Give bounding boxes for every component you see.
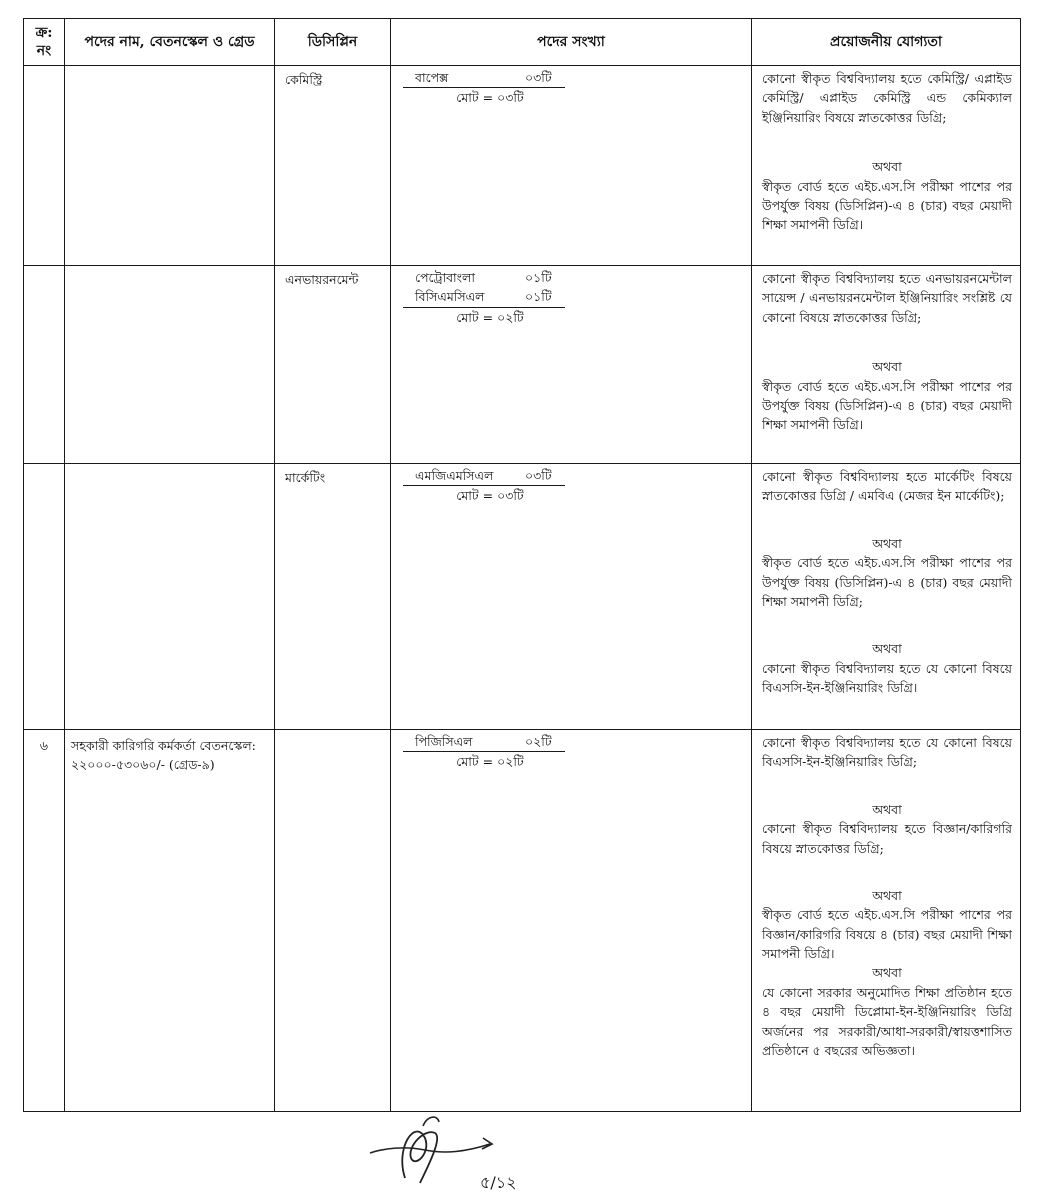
- count-line: [403, 466, 565, 485]
- or-label: অথবা: [872, 359, 902, 375]
- qualification-text: স্বীকৃত বোর্ড হতে এইচ.এস.সি পরীক্ষা পাশের পর উপর্যুক্ত বিষয় (ডিসিপ্লিন)-এ ৪ (চার) বছর মেয়াদী শিক্ষা সমাপনী ডিগ্রি।: [762, 178, 1012, 233]
- org-name: এমজিএমসিএল: [415, 468, 494, 483]
- page-number: ৫/১২: [480, 1173, 517, 1192]
- count-cell: [391, 66, 752, 266]
- header-post: পদের নাম, বেতনস্কেল ও গ্রেড: [65, 19, 275, 66]
- or-label: অথবা: [872, 965, 902, 981]
- org-name: বাপেক্স: [415, 70, 449, 85]
- count-cell: [391, 730, 752, 1112]
- qualification-cell: [752, 66, 1021, 266]
- post-cell: [65, 66, 275, 266]
- org-name: পেট্রোবাংলা: [415, 270, 475, 285]
- post-cell: সহকারী কারিগরি কর্মকর্তা বেতনস্কেল: ২২০০০-৫৩০৬০/- (গ্রেড-৯): [65, 730, 275, 1112]
- qualification-text: যে কোনো সরকার অনুমোদিত শিক্ষা প্রতিষ্ঠান হতে ৪ বছর মেয়াদী ডিপ্লোমা-ইন-ইঞ্জিনিয়ারিং ডিগ্রি অর্জনের পর সরকারী/আধা-সরকারী/স্বায়ত্তশাসিত প্রতিষ্ঠানে ৫ বছরের অভিজ্ঞতা।: [762, 984, 1012, 1058]
- count-line: [403, 287, 565, 306]
- org-count: ০২টি: [525, 734, 552, 749]
- org-count: ০১টি: [525, 289, 552, 305]
- header-serial: ক্র: নং: [24, 19, 65, 66]
- count-total: মোট = ০৩টি: [403, 87, 565, 107]
- header-qualification: প্রয়োজনীয় যোগ্যতা: [752, 19, 1021, 66]
- serial-cell: [24, 66, 65, 266]
- count-line: [403, 268, 565, 287]
- qualification-text: কোনো স্বীকৃত বিশ্ববিদ্যালয় হতে এনভায়রনমেন্টাল সায়েন্স / এনভায়রনমেন্টাল ইঞ্জিনিয়ারিং সংশ্লিষ্ট যে কোনো বিষয়ে স্নাতকোত্তর ডিগ্রি;: [762, 271, 1012, 325]
- count-total: মোট = ০২টি: [403, 307, 565, 327]
- qualification-cell: [752, 730, 1021, 1112]
- org-name: পিজিসিএল: [415, 734, 473, 749]
- or-label: অথবা: [872, 801, 902, 817]
- discipline-cell: [275, 730, 391, 1112]
- header-discipline: ডিসিপ্লিন: [275, 19, 391, 66]
- count-cell: [391, 266, 752, 464]
- org-name: বিসিএমসিএল: [415, 289, 485, 305]
- post-cell: [65, 266, 275, 464]
- count-line: [403, 732, 565, 751]
- or-label: অথবা: [872, 159, 902, 175]
- qualification-text: কোনো স্বীকৃত বিশ্ববিদ্যালয় হতে যে কোনো বিষয়ে বিএসসি-ইন-ইঞ্জিনিয়ারিং ডিগ্রি;: [762, 735, 1012, 770]
- serial-cell: [24, 464, 65, 730]
- serial-cell: ৬: [24, 730, 65, 1112]
- table-row: [24, 464, 1021, 730]
- post-cell: [65, 464, 275, 730]
- qualification-text: কোনো স্বীকৃত বিশ্ববিদ্যালয় হতে কেমিস্ট্রি/ এপ্লাইড কেমিস্ট্রি/ এপ্লাইড কেমিস্ট্রি এন্ড কেমিক্যাল ইঞ্জিনিয়ারিং বিষয়ে স্নাতকোত্তর ডিগ্রি;: [762, 71, 1012, 125]
- qualification-text: স্বীকৃত বোর্ড হতে এইচ.এস.সি পরীক্ষা পাশের পর উপর্যুক্ত বিষয় (ডিসিপ্লিন)-এ ৪ (চার) বছর মেয়াদী শিক্ষা সমাপনী ডিগ্রি।: [762, 378, 1012, 433]
- table-row: [24, 66, 1021, 266]
- serial-cell: [24, 266, 65, 464]
- qualification-cell: [752, 464, 1021, 730]
- or-label: অথবা: [872, 641, 902, 657]
- discipline-cell: এনভায়রনমেন্ট: [275, 266, 391, 464]
- count-total: মোট = ০৩টি: [403, 485, 565, 505]
- discipline-cell: কেমিস্ট্রি: [275, 66, 391, 266]
- table-row: [24, 730, 1021, 1112]
- count-line: [403, 68, 565, 87]
- recruitment-table: [23, 18, 1021, 1112]
- qualification-text: কোনো স্বীকৃত বিশ্ববিদ্যালয় হতে বিজ্ঞান/কারিগরি বিষয়ে স্নাতকোত্তর ডিগ্রি;: [762, 821, 1012, 856]
- qualification-text: স্বীকৃত বোর্ড হতে এইচ.এস.সি পরীক্ষা পাশের পর বিজ্ঞান/কারিগরি বিষয়ে ৪ (চার) বছর মেয়াদী শিক্ষা সমাপনী ডিগ্রি।: [762, 907, 1012, 961]
- qualification-text: স্বীকৃত বোর্ড হতে এইচ.এস.সি পরীক্ষা পাশের পর উপর্যুক্ত বিষয় (ডিসিপ্লিন)-এ ৪ (চার) বছর মেয়াদী শিক্ষা সমাপনী ডিগ্রি;: [762, 555, 1012, 609]
- qualification-text: কোনো স্বীকৃত বিশ্ববিদ্যালয় হতে মার্কেটিং বিষয়ে স্নাতকোত্তর ডিগ্রি / এমবিএ (মেজর ইন মার্কেটিং);: [762, 469, 1012, 504]
- discipline-cell: মার্কেটিং: [275, 464, 391, 730]
- count-total: মোট = ০২টি: [403, 751, 565, 771]
- org-count: ০৩টি: [525, 468, 552, 483]
- table-row: [24, 266, 1021, 464]
- or-label: অথবা: [872, 887, 902, 903]
- table-header-row: [24, 19, 1021, 66]
- header-count: পদের সংখ্যা: [391, 19, 752, 66]
- org-count: ০১টি: [525, 270, 552, 285]
- qualification-text: কোনো স্বীকৃত বিশ্ববিদ্যালয় হতে যে কোনো বিষয়ে বিএসসি-ইন-ইঞ্জিনিয়ারিং ডিগ্রি।: [762, 660, 1012, 695]
- or-label: অথবা: [872, 535, 902, 551]
- org-count: ০৩টি: [525, 70, 552, 85]
- qualification-cell: [752, 266, 1021, 464]
- count-cell: [391, 464, 752, 730]
